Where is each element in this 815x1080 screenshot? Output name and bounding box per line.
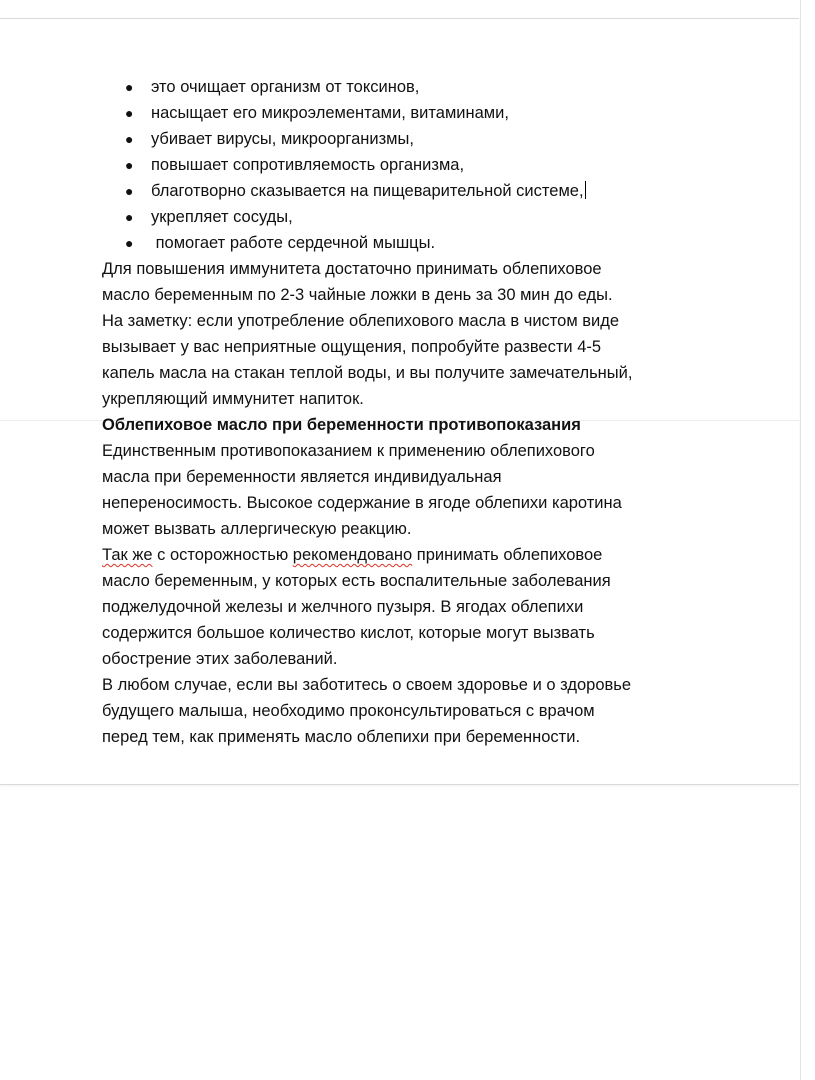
paragraph-contraindication[interactable] [102, 438, 722, 542]
paragraph-note[interactable] [102, 308, 722, 412]
bullet-icon: ● [125, 209, 134, 225]
section-heading[interactable]: Облепиховое масло при беременности противопоказания [102, 416, 581, 434]
paragraph-immunity[interactable] [102, 256, 722, 308]
spellcheck-word[interactable]: Так же [102, 546, 153, 564]
list-item[interactable] [102, 152, 722, 178]
text-run: с осторожностью [152, 546, 293, 564]
text-run: принимать облепиховое [412, 546, 603, 564]
text-line: вызывает у вас неприятные ощущения, попробуйте развести 4-5 [102, 338, 602, 356]
list-item[interactable] [102, 178, 722, 204]
list-item[interactable] [102, 126, 722, 152]
list-item-text: повышает сопротивляемость организма, [151, 156, 465, 174]
bullet-icon: ● [125, 79, 134, 95]
text-line: масло беременным, у которых есть воспалительные заболевания [102, 572, 611, 590]
text-line: В любом случае, если вы заботитесь о своем здоровье и о здоровье [102, 676, 632, 694]
list-item[interactable] [102, 74, 722, 100]
document-body[interactable] [102, 74, 722, 750]
bullet-icon: ● [125, 183, 134, 199]
text-line: масла при беременности является индивидуальная [102, 468, 502, 486]
paragraph-caution[interactable] [102, 542, 722, 672]
bullet-icon: ● [125, 235, 134, 251]
text-line: капель масла на стакан теплой воды, и вы получите замечательный, [102, 364, 633, 382]
text-cursor [585, 181, 587, 199]
bullet-icon: ● [125, 131, 134, 147]
list-item-text: убивает вирусы, микроорганизмы, [151, 130, 414, 148]
text-line: будущего малыша, необходимо проконсультироваться с врачом [102, 702, 595, 720]
benefits-list [102, 74, 722, 256]
list-item[interactable] [102, 100, 722, 126]
text-line: непереносимость. Высокое содержание в ягоде облепихи каротина [102, 494, 622, 512]
scrollbar-track[interactable] [800, 0, 801, 1080]
spellcheck-word[interactable]: рекомендовано [292, 546, 413, 564]
text-line: укрепляющий иммунитет напиток. [102, 390, 364, 408]
list-item[interactable] [102, 230, 722, 256]
text-line: На заметку: если употребление облепихового масла в чистом виде [102, 312, 620, 330]
text-line: обострение этих заболеваний. [102, 650, 338, 668]
text-line: поджелудочной железы и желчного пузыря. В ягодах облепихи [102, 598, 584, 616]
bullet-icon: ● [125, 105, 134, 121]
text-line: может вызвать аллергическую реакцию. [102, 520, 412, 538]
paragraph-final[interactable] [102, 672, 722, 750]
text-line: содержится большое количество кислот, которые могут вызвать [102, 624, 595, 642]
bullet-icon: ● [125, 157, 134, 173]
list-item-text: это очищает организм от токсинов, [151, 78, 420, 96]
list-item-text: благотворно сказывается на пищеварительной системе, [151, 182, 584, 200]
text-line: масло беременным по 2-3 чайные ложки в день за 30 мин до еды. [102, 286, 613, 304]
text-line: Единственным противопоказанием к применению облепихового [102, 442, 595, 460]
list-item-text: помогает работе сердечной мышцы. [151, 234, 436, 252]
text-line: перед тем, как применять масло облепихи при беременности. [102, 728, 581, 746]
list-item-text: насыщает его микроэлементами, витаминами, [151, 104, 509, 122]
list-item[interactable] [102, 204, 722, 230]
list-item-text: укрепляет сосуды, [151, 208, 293, 226]
text-line: Для повышения иммунитета достаточно принимать облепиховое [102, 260, 602, 278]
